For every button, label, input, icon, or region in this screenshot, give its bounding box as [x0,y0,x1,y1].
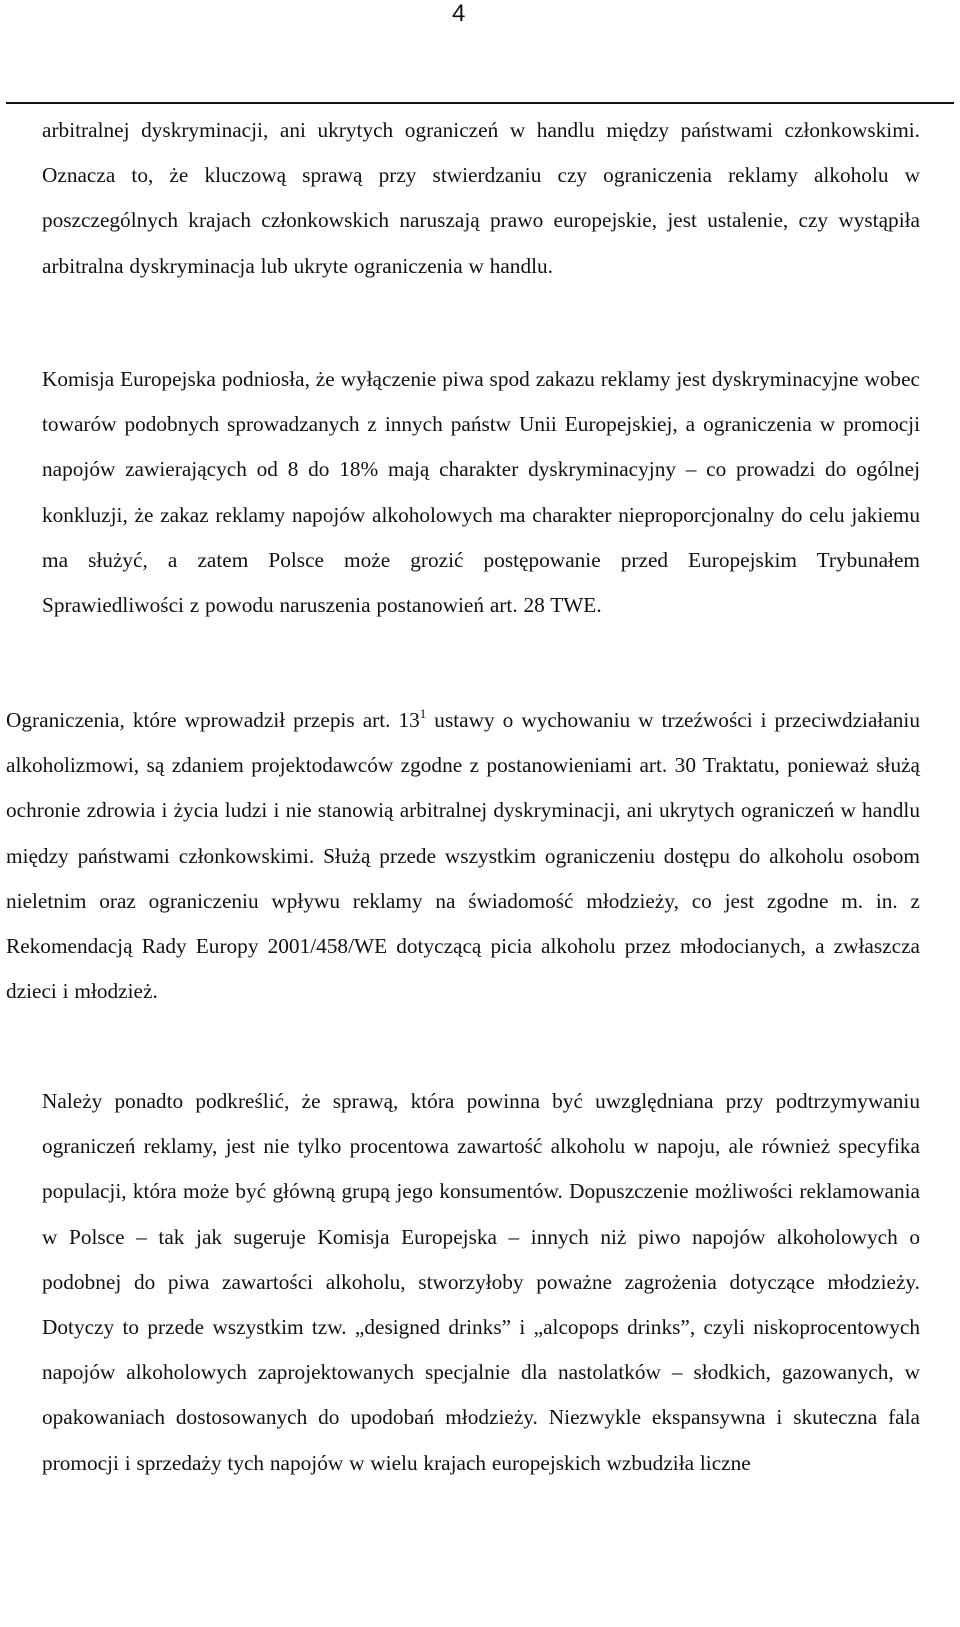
header-rule [6,102,954,104]
paragraph-4: Należy ponadto podkreślić, że sprawą, która powinna być uwzględniana przy podtrzymywaniu ograniczeń reklamy, jest nie tylko procentowa zawartość alkoholu w napoju, ale również specyfika populacji, która może być główną grupą jego konsumentów. Dopuszczenie możliwości reklamowania w Polsce – tak jak sugeruje Komisja Europejska – innych niż piwo napojów alkoholowych o podobnej do piwa zawartości alkoholu, stworzyłoby poważne zagrożenia dotyczące młodzieży. Dotyczy to przede wszystkim tzw. „designed drinks” i „alcopops drinks”, czyli niskoprocentowych napojów alkoholowych zaprojektowanych specjalnie dla nastolatków – słodkich, gazowanych, w opakowaniach dostosowanych do upodobań młodzieży. Niezwykle ekspansywna i skuteczna fala promocji i sprzedaży tych napojów w wielu krajach europejskich wzbudziła liczne [42,1089,920,1475]
paragraph-3-text-rest: ustawy o wychowaniu w trzeźwości i przeciwdziałaniu alkoholizmowi, są zdaniem projektodawców zgodne z postanowieniami art. 30 Traktatu, ponieważ służą ochronie zdrowia i życia ludzi i nie stanowią arbitralnej dyskryminacji, ani ukrytych ograniczeń w handlu między państwami członkowskimi. Służą przede wszystkim ograniczeniu dostępu do alkoholu osobom nieletnim oraz ograniczeniu wpływu reklamy na świadomość młodzieży, co jest zgodne m. in. z Rekomendacją Rady Europy 2001/458/WE dotyczącą picia alkoholu przez młodocianych, a zwłaszcza dzieci i młodzież. [6,708,921,1004]
page-number: 4 [452,0,466,27]
article-superscript: 1 [419,706,427,721]
paragraph-2: Komisja Europejska podniosła, że wyłączenie piwa spod zakazu reklamy jest dyskryminacyjne wobec towarów podobnych sprowadzanych z innych państw Unii Europejskiej, a ograniczenia w promocji napojów zawierających od 8 do 18% mają charakter dyskryminacyjny – co prowadzi do ogólnej konkluzji, że zakaz reklamy napojów alkoholowych ma charakter nieproporcjonalny do celu jakiemu ma służyć, a zatem Polsce może grozić postępowanie przed Europejskim Trybunałem Sprawiedliwości z powodu naruszenia postanowień art. 28 TWE. [42,367,920,618]
paragraph-3 [6,698,920,1014]
paragraph-3-text-start: Ograniczenia, które wprowadził przepis art. 13 [6,708,420,732]
paragraph-1: arbitralnej dyskryminacji, ani ukrytych ograniczeń w handlu między państwami członkowskimi. Oznacza to, że kluczową sprawą przy stwierdzaniu czy ograniczenia reklamy alkoholu w poszczególnych krajach członkowskich naruszają prawo europejskie, jest ustalenie, czy wystąpiła arbitralna dyskryminacja lub ukryte ograniczenia w handlu. [42,118,920,278]
